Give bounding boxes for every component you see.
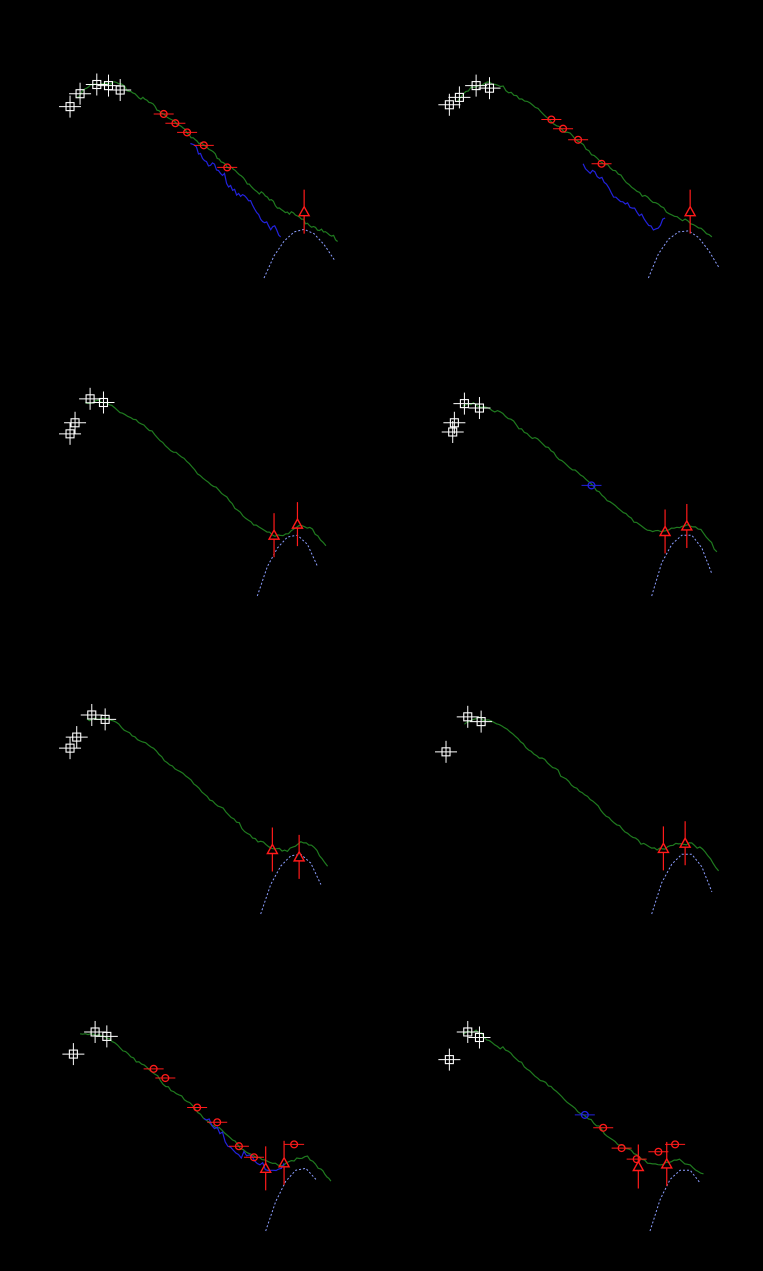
series-line-sed-total-model	[87, 718, 328, 866]
series-points-gamma-ray-detections	[269, 502, 302, 557]
series-points-upper-limits	[59, 74, 131, 118]
series-points-gamma-ray-detections	[658, 821, 690, 870]
series-points-observed-fluxes	[541, 116, 611, 167]
sed-panel-3	[0, 318, 381, 636]
sed-panel-2	[381, 0, 762, 318]
series-points-upper-limits	[435, 706, 492, 763]
series-points-gamma-ray-detections	[633, 1142, 671, 1189]
series-line-sed-total-model	[458, 82, 712, 237]
series-points-upper-limits	[438, 1021, 490, 1071]
series-line-inverse-compton-component	[650, 1170, 700, 1231]
series-points-upper-limits	[442, 393, 491, 443]
series-points-upper-limits	[59, 704, 116, 759]
series-line-inverse-compton-component	[264, 229, 334, 278]
sed-panel-1	[0, 0, 381, 318]
series-points-gamma-ray-detections	[660, 504, 692, 554]
series-points-gamma-ray-detection	[299, 190, 309, 234]
series-points-upper-limits	[438, 75, 500, 116]
series-points-observed-fluxes	[593, 1124, 685, 1162]
series-line-inverse-compton-component	[648, 231, 718, 278]
series-line-inverse-compton-component	[257, 535, 317, 596]
sed-panel-7	[0, 953, 381, 1271]
series-line-inverse-compton-component	[652, 854, 712, 914]
series-line-inverse-compton-component	[261, 854, 321, 914]
sed-panel-8	[381, 953, 762, 1271]
sed-panel-6	[381, 636, 762, 954]
series-points-gamma-ray-detection	[685, 190, 695, 234]
series-points-gamma-ray-detections	[261, 1141, 289, 1191]
series-points-observed-fluxes	[154, 111, 238, 171]
series-points-x-ray-point	[582, 482, 602, 489]
sed-panel-5	[0, 636, 381, 954]
series-line-sed-total-model	[85, 400, 326, 546]
series-line-inverse-compton-component	[652, 535, 712, 596]
series-points-x-ray-point	[575, 1112, 595, 1119]
series-line-radio-synchrotron-component	[583, 164, 665, 230]
series-line-inverse-compton-component	[266, 1168, 316, 1231]
series-points-upper-limits	[59, 388, 114, 445]
series-points-gamma-ray-detections	[267, 828, 304, 879]
series-line-radio-synchrotron-component	[190, 144, 280, 238]
series-points-upper-limits	[62, 1021, 117, 1065]
sed-panel-4	[381, 318, 762, 636]
series-line-sed-total-model	[463, 403, 717, 552]
series-points-observed-fluxes	[144, 1065, 304, 1160]
